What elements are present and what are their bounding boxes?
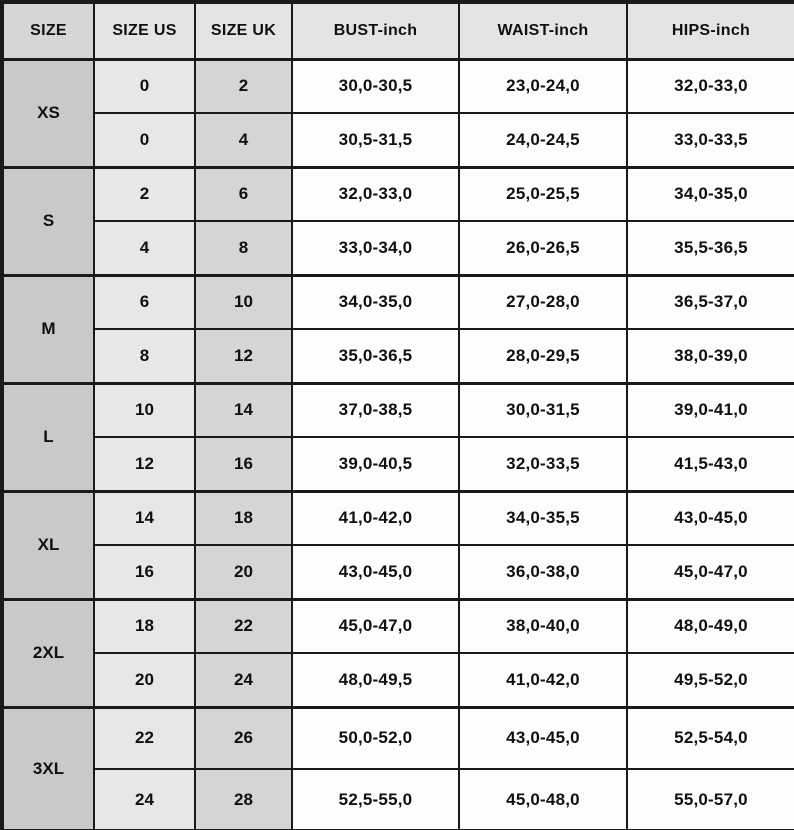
bust-cell: 37,0-38,5 xyxy=(292,383,459,437)
size-uk-cell: 28 xyxy=(195,769,292,830)
waist-cell: 38,0-40,0 xyxy=(459,599,627,653)
hips-cell: 55,0-57,0 xyxy=(627,769,794,830)
waist-cell: 45,0-48,0 xyxy=(459,769,627,830)
size-us-cell: 6 xyxy=(94,275,195,329)
table-row xyxy=(2,167,794,221)
waist-cell: 24,0-24,5 xyxy=(459,113,627,167)
bust-cell: 33,0-34,0 xyxy=(292,221,459,275)
size-uk-cell: 2 xyxy=(195,59,292,113)
column-header-size: SIZE xyxy=(2,2,94,59)
size-us-cell: 12 xyxy=(94,437,195,491)
size-us-cell: 10 xyxy=(94,383,195,437)
size-us-cell: 16 xyxy=(94,545,195,599)
bust-cell: 35,0-36,5 xyxy=(292,329,459,383)
bust-cell: 43,0-45,0 xyxy=(292,545,459,599)
table-row xyxy=(2,383,794,437)
size-label-xl: XL xyxy=(2,491,94,599)
table-row xyxy=(2,437,794,491)
waist-cell: 36,0-38,0 xyxy=(459,545,627,599)
waist-cell: 23,0-24,0 xyxy=(459,59,627,113)
table-row xyxy=(2,491,794,545)
size-uk-cell: 6 xyxy=(195,167,292,221)
bust-cell: 45,0-47,0 xyxy=(292,599,459,653)
bust-cell: 52,5-55,0 xyxy=(292,769,459,830)
waist-cell: 41,0-42,0 xyxy=(459,653,627,707)
hips-cell: 43,0-45,0 xyxy=(627,491,794,545)
table-row xyxy=(2,275,794,329)
bust-cell: 30,0-30,5 xyxy=(292,59,459,113)
size-label-s: S xyxy=(2,167,94,275)
waist-cell: 25,0-25,5 xyxy=(459,167,627,221)
waist-cell: 34,0-35,5 xyxy=(459,491,627,545)
table-row xyxy=(2,599,794,653)
size-label-l: L xyxy=(2,383,94,491)
size-us-cell: 18 xyxy=(94,599,195,653)
hips-cell: 33,0-33,5 xyxy=(627,113,794,167)
size-label-2xl: 2XL xyxy=(2,599,94,707)
size-us-cell: 22 xyxy=(94,707,195,769)
size-us-cell: 24 xyxy=(94,769,195,830)
hips-cell: 36,5-37,0 xyxy=(627,275,794,329)
bust-cell: 34,0-35,0 xyxy=(292,275,459,329)
size-label-3xl: 3XL xyxy=(2,707,94,830)
hips-cell: 52,5-54,0 xyxy=(627,707,794,769)
size-us-cell: 8 xyxy=(94,329,195,383)
column-header-waist-inch: WAIST-inch xyxy=(459,2,627,59)
hips-cell: 32,0-33,0 xyxy=(627,59,794,113)
size-uk-cell: 22 xyxy=(195,599,292,653)
size-uk-cell: 16 xyxy=(195,437,292,491)
size-uk-cell: 14 xyxy=(195,383,292,437)
waist-cell: 26,0-26,5 xyxy=(459,221,627,275)
size-uk-cell: 12 xyxy=(195,329,292,383)
size-uk-cell: 26 xyxy=(195,707,292,769)
table-row xyxy=(2,653,794,707)
table-row xyxy=(2,221,794,275)
hips-cell: 45,0-47,0 xyxy=(627,545,794,599)
bust-cell: 32,0-33,0 xyxy=(292,167,459,221)
table-row xyxy=(2,113,794,167)
waist-cell: 32,0-33,5 xyxy=(459,437,627,491)
size-uk-cell: 24 xyxy=(195,653,292,707)
size-uk-cell: 20 xyxy=(195,545,292,599)
size-us-cell: 0 xyxy=(94,113,195,167)
hips-cell: 48,0-49,0 xyxy=(627,599,794,653)
size-uk-cell: 10 xyxy=(195,275,292,329)
hips-cell: 38,0-39,0 xyxy=(627,329,794,383)
hips-cell: 41,5-43,0 xyxy=(627,437,794,491)
column-header-hips-inch: HIPS-inch xyxy=(627,2,794,59)
waist-cell: 27,0-28,0 xyxy=(459,275,627,329)
table-body xyxy=(2,59,794,830)
size-us-cell: 2 xyxy=(94,167,195,221)
header-row xyxy=(2,2,794,59)
bust-cell: 30,5-31,5 xyxy=(292,113,459,167)
bust-cell: 39,0-40,5 xyxy=(292,437,459,491)
bust-cell: 41,0-42,0 xyxy=(292,491,459,545)
hips-cell: 34,0-35,0 xyxy=(627,167,794,221)
waist-cell: 30,0-31,5 xyxy=(459,383,627,437)
bust-cell: 48,0-49,5 xyxy=(292,653,459,707)
size-us-cell: 14 xyxy=(94,491,195,545)
table-row xyxy=(2,769,794,830)
waist-cell: 43,0-45,0 xyxy=(459,707,627,769)
waist-cell: 28,0-29,5 xyxy=(459,329,627,383)
table-row xyxy=(2,59,794,113)
column-header-size-us: SIZE US xyxy=(94,2,195,59)
size-us-cell: 4 xyxy=(94,221,195,275)
size-uk-cell: 18 xyxy=(195,491,292,545)
table-row xyxy=(2,329,794,383)
hips-cell: 49,5-52,0 xyxy=(627,653,794,707)
size-us-cell: 20 xyxy=(94,653,195,707)
size-uk-cell: 4 xyxy=(195,113,292,167)
size-us-cell: 0 xyxy=(94,59,195,113)
bust-cell: 50,0-52,0 xyxy=(292,707,459,769)
size-label-m: M xyxy=(2,275,94,383)
column-header-size-uk: SIZE UK xyxy=(195,2,292,59)
hips-cell: 35,5-36,5 xyxy=(627,221,794,275)
table-row xyxy=(2,707,794,769)
column-header-bust-inch: BUST-inch xyxy=(292,2,459,59)
table-row xyxy=(2,545,794,599)
hips-cell: 39,0-41,0 xyxy=(627,383,794,437)
size-label-xs: XS xyxy=(2,59,94,167)
size-uk-cell: 8 xyxy=(195,221,292,275)
